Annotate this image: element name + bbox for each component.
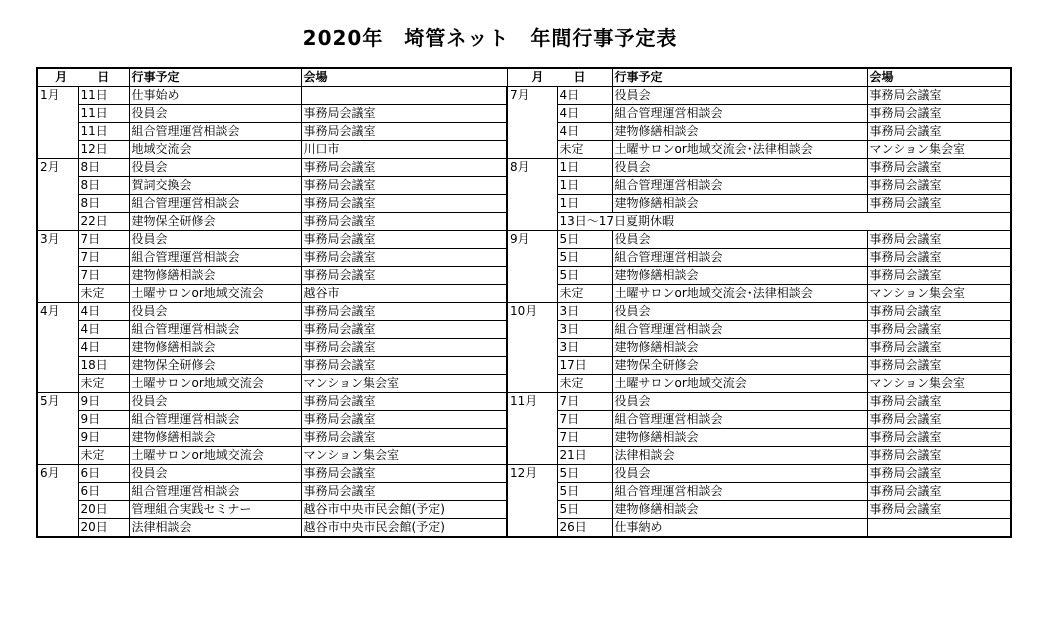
left-day-cell: 9日 [78, 411, 129, 429]
right-day-cell: 7日 [557, 411, 612, 429]
right-month-cell: 10月 [507, 303, 557, 321]
left-month-cell: 4月 [37, 303, 78, 321]
right-venue-cell: 事務局会議室 [867, 123, 1011, 141]
right-event-cell: 組合管理運営相談会 [612, 321, 867, 339]
left-event-cell: 役員会 [129, 105, 301, 123]
left-month-cell: 2月 [37, 159, 78, 177]
left-event-cell: 土曜サロンor地域交流会 [129, 285, 301, 303]
right-event-cell: 組合管理運営相談会 [612, 105, 867, 123]
left-venue-cell: 事務局会議室 [301, 429, 507, 447]
right-day-cell: 26日 [557, 519, 612, 538]
left-month-cell [37, 483, 78, 501]
right-venue-cell: 事務局会議室 [867, 267, 1011, 285]
left-event-cell: 土曜サロンor地域交流会 [129, 447, 301, 465]
right-day-cell: 7日 [557, 429, 612, 447]
header-event-right: 行事予定 [612, 68, 867, 87]
right-month-cell: 8月 [507, 159, 557, 177]
right-event-cell: 役員会 [612, 303, 867, 321]
header-month-day-right [507, 68, 612, 87]
right-event-cell: 役員会 [612, 231, 867, 249]
right-day-cell: 5日 [557, 483, 612, 501]
left-day-cell: 20日 [78, 519, 129, 538]
left-month-cell [37, 321, 78, 339]
right-month-cell [507, 249, 557, 267]
left-month-cell [37, 195, 78, 213]
right-venue-cell: 事務局会議室 [867, 501, 1011, 519]
left-event-cell: 建物修繕相談会 [129, 339, 301, 357]
header-day-right: 日 [573, 70, 588, 84]
right-event-cell: 組合管理運営相談会 [612, 411, 867, 429]
left-month-cell [37, 501, 78, 519]
right-venue-cell: 事務局会議室 [867, 177, 1011, 195]
left-event-cell: 建物保全研修会 [129, 357, 301, 375]
left-venue-cell: 事務局会議室 [301, 321, 507, 339]
table-row [37, 285, 1011, 303]
left-day-cell: 6日 [78, 465, 129, 483]
left-venue-cell: 事務局会議室 [301, 213, 507, 231]
right-venue-cell [867, 519, 1011, 538]
left-venue-cell: 事務局会議室 [301, 105, 507, 123]
right-month-cell [507, 177, 557, 195]
right-month-cell: 7月 [507, 87, 557, 105]
left-event-cell: 仕事始め [129, 87, 301, 105]
table-row [37, 303, 1011, 321]
left-venue-cell: 事務局会議室 [301, 393, 507, 411]
right-venue-cell: 事務局会議室 [867, 447, 1011, 465]
table-row [37, 87, 1011, 105]
left-month-cell [37, 411, 78, 429]
header-venue-right: 会場 [867, 68, 1011, 87]
right-day-cell: 4日 [557, 87, 612, 105]
left-event-cell: 役員会 [129, 393, 301, 411]
right-day-cell: 3日 [557, 303, 612, 321]
left-venue-cell: 事務局会議室 [301, 249, 507, 267]
right-month-cell [507, 357, 557, 375]
left-event-cell: 土曜サロンor地域交流会 [129, 375, 301, 393]
right-event-cell: 役員会 [612, 87, 867, 105]
left-event-cell: 地域交流会 [129, 141, 301, 159]
left-month-cell [37, 375, 78, 393]
left-venue-cell: 越谷市中央市民会館(予定) [301, 501, 507, 519]
right-venue-cell: 事務局会議室 [867, 303, 1011, 321]
left-month-cell: 1月 [37, 87, 78, 105]
right-month-cell [507, 501, 557, 519]
right-venue-cell: 事務局会議室 [867, 393, 1011, 411]
left-month-cell: 5月 [37, 393, 78, 411]
table-row [37, 447, 1011, 465]
table-row [37, 429, 1011, 447]
right-day-cell: 5日 [557, 267, 612, 285]
left-day-cell: 4日 [78, 303, 129, 321]
right-event-cell: 役員会 [612, 465, 867, 483]
left-month-cell [37, 213, 78, 231]
right-event-cell: 役員会 [612, 159, 867, 177]
left-venue-cell: 事務局会議室 [301, 231, 507, 249]
right-venue-cell: 事務局会議室 [867, 321, 1011, 339]
right-month-cell [507, 267, 557, 285]
right-event-cell: 組合管理運営相談会 [612, 483, 867, 501]
header-day: 日 [97, 70, 112, 84]
table-row [37, 411, 1011, 429]
left-event-cell: 組合管理運営相談会 [129, 411, 301, 429]
right-month-cell: 11月 [507, 393, 557, 411]
table-row [37, 339, 1011, 357]
right-venue-cell: 事務局会議室 [867, 465, 1011, 483]
right-event-cell: 建物修繕相談会 [612, 501, 867, 519]
table-row [37, 483, 1011, 501]
left-day-cell: 8日 [78, 177, 129, 195]
left-day-cell: 未定 [78, 447, 129, 465]
right-venue-cell: 事務局会議室 [867, 429, 1011, 447]
right-day-cell: 未定 [557, 141, 612, 159]
left-month-cell [37, 141, 78, 159]
table-row [37, 267, 1011, 285]
left-event-cell: 役員会 [129, 231, 301, 249]
page-title: 2020年 埼管ネット 年間行事予定表 [302, 26, 678, 50]
left-event-cell: 組合管理運営相談会 [129, 123, 301, 141]
table-row [37, 195, 1011, 213]
schedule-table [36, 67, 1012, 538]
right-event-cell: 組合管理運営相談会 [612, 177, 867, 195]
left-venue-cell: 事務局会議室 [301, 159, 507, 177]
right-month-cell [507, 105, 557, 123]
right-day-cell: 3日 [557, 321, 612, 339]
right-day-cell: 17日 [557, 357, 612, 375]
right-day-cell: 1日 [557, 159, 612, 177]
left-event-cell: 組合管理運営相談会 [129, 483, 301, 501]
header-event: 行事予定 [129, 68, 301, 87]
left-event-cell: 法律相談会 [129, 519, 301, 538]
right-day-cell: 1日 [557, 177, 612, 195]
left-venue-cell: 事務局会議室 [301, 465, 507, 483]
right-month-cell [507, 483, 557, 501]
left-day-cell: 4日 [78, 321, 129, 339]
left-venue-cell: 事務局会議室 [301, 195, 507, 213]
right-month-cell [507, 411, 557, 429]
left-day-cell: 7日 [78, 249, 129, 267]
left-event-cell: 建物修繕相談会 [129, 267, 301, 285]
left-venue-cell: マンション集会室 [301, 375, 507, 393]
right-venue-cell: マンション集会室 [867, 141, 1011, 159]
left-day-cell: 11日 [78, 123, 129, 141]
right-event-cell: 建物保全研修会 [612, 357, 867, 375]
left-month-cell [37, 285, 78, 303]
table-row [37, 501, 1011, 519]
table-row [37, 123, 1011, 141]
table-row [37, 357, 1011, 375]
left-day-cell: 6日 [78, 483, 129, 501]
right-event-cell: 建物修繕相談会 [612, 123, 867, 141]
left-day-cell: 12日 [78, 141, 129, 159]
right-day-cell: 5日 [557, 249, 612, 267]
left-day-cell: 4日 [78, 339, 129, 357]
right-day-cell: 未定 [557, 375, 612, 393]
left-event-cell: 組合管理運営相談会 [129, 195, 301, 213]
right-day-cell: 5日 [557, 465, 612, 483]
table-row [37, 375, 1011, 393]
table-header-row [37, 68, 1011, 87]
right-event-cell: 建物修繕相談会 [612, 429, 867, 447]
right-event-cell: 土曜サロンor地域交流会･法律相談会 [612, 141, 867, 159]
left-event-cell: 管理組合実践セミナー [129, 501, 301, 519]
left-event-cell: 役員会 [129, 159, 301, 177]
left-event-cell: 役員会 [129, 465, 301, 483]
left-month-cell [37, 339, 78, 357]
right-day-cell: 5日 [557, 231, 612, 249]
header-month-right: 月 [531, 70, 546, 84]
table-row [37, 141, 1011, 159]
right-venue-cell: 事務局会議室 [867, 249, 1011, 267]
right-day-cell: 7日 [557, 393, 612, 411]
header-month: 月 [55, 70, 70, 84]
table-row [37, 159, 1011, 177]
table-row [37, 519, 1011, 538]
left-venue-cell: 事務局会議室 [301, 123, 507, 141]
right-day-cell: 1日 [557, 195, 612, 213]
left-event-cell: 賀詞交換会 [129, 177, 301, 195]
schedule-body [37, 87, 1011, 538]
left-month-cell [37, 123, 78, 141]
left-month-cell [37, 267, 78, 285]
right-month-cell [507, 339, 557, 357]
table-row [37, 231, 1011, 249]
table-row [37, 249, 1011, 267]
table-row [37, 213, 1011, 231]
left-event-cell: 建物修繕相談会 [129, 429, 301, 447]
right-month-cell [507, 123, 557, 141]
left-venue-cell: マンション集会室 [301, 447, 507, 465]
right-month-cell [507, 141, 557, 159]
left-venue-cell: 越谷市 [301, 285, 507, 303]
left-day-cell: 9日 [78, 429, 129, 447]
right-month-cell [507, 519, 557, 538]
right-event-cell: 建物修繕相談会 [612, 195, 867, 213]
left-month-cell [37, 105, 78, 123]
right-month-cell [507, 375, 557, 393]
right-event-cell: 組合管理運営相談会 [612, 249, 867, 267]
left-month-cell: 6月 [37, 465, 78, 483]
left-month-cell [37, 429, 78, 447]
right-day-cell: 13日～17日夏期休暇 [557, 213, 1011, 231]
right-month-cell: 9月 [507, 231, 557, 249]
left-event-cell: 組合管理運営相談会 [129, 321, 301, 339]
table-row [37, 393, 1011, 411]
left-venue-cell: 事務局会議室 [301, 483, 507, 501]
right-event-cell: 土曜サロンor地域交流会 [612, 375, 867, 393]
left-day-cell: 20日 [78, 501, 129, 519]
right-event-cell: 建物修繕相談会 [612, 339, 867, 357]
right-venue-cell: 事務局会議室 [867, 339, 1011, 357]
right-event-cell: 仕事納め [612, 519, 867, 538]
left-day-cell: 7日 [78, 267, 129, 285]
left-event-cell: 建物保全研修会 [129, 213, 301, 231]
right-month-cell [507, 195, 557, 213]
left-venue-cell: 川口市 [301, 141, 507, 159]
left-month-cell [37, 177, 78, 195]
left-venue-cell: 事務局会議室 [301, 357, 507, 375]
right-event-cell: 土曜サロンor地域交流会･法律相談会 [612, 285, 867, 303]
left-venue-cell: 事務局会議室 [301, 177, 507, 195]
left-month-cell [37, 447, 78, 465]
right-event-cell: 法律相談会 [612, 447, 867, 465]
right-event-cell: 建物修繕相談会 [612, 267, 867, 285]
right-day-cell: 21日 [557, 447, 612, 465]
left-day-cell: 22日 [78, 213, 129, 231]
table-row [37, 321, 1011, 339]
right-venue-cell: 事務局会議室 [867, 483, 1011, 501]
left-month-cell [37, 357, 78, 375]
left-month-cell [37, 249, 78, 267]
left-day-cell: 18日 [78, 357, 129, 375]
right-month-cell [507, 429, 557, 447]
right-day-cell: 4日 [557, 123, 612, 141]
right-venue-cell: 事務局会議室 [867, 105, 1011, 123]
left-venue-cell: 事務局会議室 [301, 303, 507, 321]
right-venue-cell: マンション集会室 [867, 375, 1011, 393]
left-venue-cell: 事務局会議室 [301, 411, 507, 429]
header-venue: 会場 [301, 68, 507, 87]
table-row [37, 177, 1011, 195]
left-day-cell: 7日 [78, 231, 129, 249]
right-month-cell [507, 447, 557, 465]
right-day-cell: 未定 [557, 285, 612, 303]
left-day-cell: 11日 [78, 105, 129, 123]
right-month-cell [507, 285, 557, 303]
right-venue-cell: 事務局会議室 [867, 159, 1011, 177]
left-day-cell: 8日 [78, 159, 129, 177]
left-venue-cell: 越谷市中央市民会館(予定) [301, 519, 507, 538]
left-month-cell [37, 519, 78, 538]
left-event-cell: 組合管理運営相談会 [129, 249, 301, 267]
right-day-cell: 4日 [557, 105, 612, 123]
header-month-day [37, 68, 129, 87]
right-event-cell: 役員会 [612, 393, 867, 411]
left-day-cell: 9日 [78, 393, 129, 411]
left-venue-cell: 事務局会議室 [301, 339, 507, 357]
right-venue-cell: マンション集会室 [867, 285, 1011, 303]
left-day-cell: 未定 [78, 375, 129, 393]
right-month-cell [507, 213, 557, 231]
right-venue-cell: 事務局会議室 [867, 231, 1011, 249]
right-month-cell [507, 321, 557, 339]
right-venue-cell: 事務局会議室 [867, 195, 1011, 213]
left-event-cell: 役員会 [129, 303, 301, 321]
table-row [37, 105, 1011, 123]
left-venue-cell [301, 87, 507, 105]
left-day-cell: 8日 [78, 195, 129, 213]
right-venue-cell: 事務局会議室 [867, 87, 1011, 105]
right-day-cell: 5日 [557, 501, 612, 519]
right-day-cell: 3日 [557, 339, 612, 357]
right-venue-cell: 事務局会議室 [867, 411, 1011, 429]
right-month-cell: 12月 [507, 465, 557, 483]
left-venue-cell: 事務局会議室 [301, 267, 507, 285]
right-venue-cell: 事務局会議室 [867, 357, 1011, 375]
left-day-cell: 11日 [78, 87, 129, 105]
left-day-cell: 未定 [78, 285, 129, 303]
table-row [37, 465, 1011, 483]
left-month-cell: 3月 [37, 231, 78, 249]
